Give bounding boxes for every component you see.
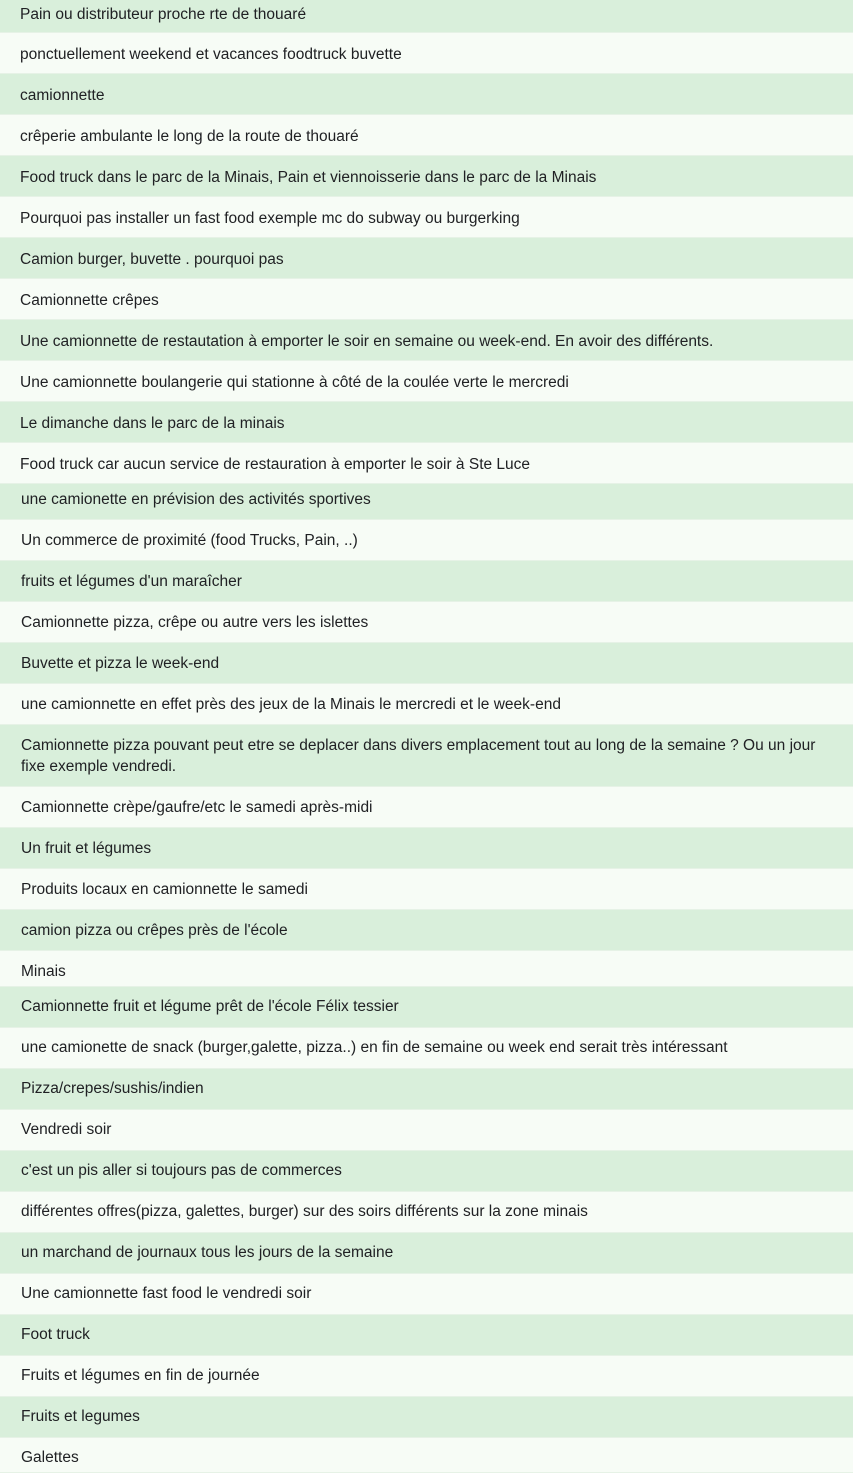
response-row bbox=[0, 1110, 853, 1151]
response-text: crêperie ambulante le long de la route de thouaré bbox=[20, 128, 359, 145]
response-row bbox=[0, 197, 853, 238]
response-row bbox=[0, 1192, 853, 1233]
response-text: c'est un pis aller si toujours pas de commerces bbox=[21, 1162, 342, 1179]
response-row bbox=[0, 238, 853, 279]
response-text: Le dimanche dans le parc de la minais bbox=[20, 415, 285, 432]
response-text: Food truck car aucun service de restauration à emporter le soir à Ste Luce bbox=[20, 456, 531, 473]
response-text: une camionnette en effet près des jeux de la Minais le mercredi et le week-end bbox=[21, 696, 561, 713]
response-text: Camionnette pizza pouvant peut etre se deplacer dans divers emplacement tout au long de la semaine ? Ou un jour fixe exemple vendredi. bbox=[21, 737, 816, 775]
response-text: Buvette et pizza le week-end bbox=[21, 655, 220, 672]
response-row bbox=[0, 1069, 853, 1110]
response-row bbox=[0, 643, 853, 684]
response-row bbox=[0, 0, 853, 33]
response-text: Une camionnette boulangerie qui stationne à côté de la coulée verte le mercredi bbox=[20, 374, 569, 391]
response-row bbox=[0, 787, 853, 828]
response-row bbox=[0, 602, 853, 643]
response-text: Foot truck bbox=[21, 1326, 90, 1343]
response-row bbox=[0, 725, 853, 787]
response-row bbox=[0, 987, 853, 1028]
response-row bbox=[0, 1028, 853, 1069]
response-row bbox=[0, 33, 853, 74]
response-text: Camionnette fruit et légume prêt de l'école Félix tessier bbox=[21, 998, 399, 1015]
response-text: Minais bbox=[21, 963, 66, 980]
response-text: Un commerce de proximité (food Trucks, Pain, ..) bbox=[21, 532, 358, 549]
response-text: Pain ou distributeur proche rte de thouaré bbox=[20, 6, 307, 23]
response-text: Produits locaux en camionnette le samedi bbox=[21, 881, 308, 898]
response-text: Une camionnette fast food le vendredi soir bbox=[21, 1285, 312, 1302]
response-text: Pourquoi pas installer un fast food exemple mc do subway ou burgerking bbox=[20, 210, 520, 227]
response-text: Galettes bbox=[21, 1449, 79, 1466]
response-row bbox=[0, 828, 853, 869]
response-row bbox=[0, 1274, 853, 1315]
response-text: une camionette de snack (burger,galette, pizza..) en fin de semaine ou week end serait très intéressant bbox=[21, 1039, 728, 1056]
response-row bbox=[0, 74, 853, 115]
response-text: ponctuellement weekend et vacances foodtruck buvette bbox=[20, 46, 402, 63]
response-row bbox=[0, 684, 853, 725]
response-text: Pizza/crepes/sushis/indien bbox=[21, 1080, 204, 1097]
response-row bbox=[0, 320, 853, 361]
response-row bbox=[0, 402, 853, 443]
response-row bbox=[0, 1356, 853, 1397]
response-text: camionnette bbox=[20, 87, 105, 104]
response-row bbox=[0, 1397, 853, 1438]
response-text: Camionnette crêpes bbox=[20, 292, 159, 309]
response-row bbox=[0, 910, 853, 951]
response-text: un marchand de journaux tous les jours de la semaine bbox=[21, 1244, 394, 1261]
response-text: Vendredi soir bbox=[21, 1121, 112, 1138]
response-row bbox=[0, 115, 853, 156]
response-row bbox=[0, 869, 853, 910]
response-row bbox=[0, 1233, 853, 1274]
response-text: Camionnette pizza, crêpe ou autre vers les islettes bbox=[21, 614, 369, 631]
response-row bbox=[0, 484, 853, 520]
response-text: camion pizza ou crêpes près de l'école bbox=[21, 922, 288, 939]
response-row bbox=[0, 951, 853, 987]
response-text: différentes offres(pizza, galettes, burger) sur des soirs différents sur la zone minais bbox=[21, 1203, 588, 1220]
response-text: Food truck dans le parc de la Minais, Pain et viennoisserie dans le parc de la Minais bbox=[20, 169, 597, 186]
response-row bbox=[0, 1438, 853, 1473]
response-text: Camion burger, buvette . pourquoi pas bbox=[20, 251, 284, 268]
response-row bbox=[0, 561, 853, 602]
response-text: Fruits et légumes en fin de journée bbox=[21, 1367, 260, 1384]
response-row bbox=[0, 520, 853, 561]
response-row bbox=[0, 443, 853, 484]
response-text: Un fruit et légumes bbox=[21, 840, 152, 857]
response-text: fruits et légumes d'un maraîcher bbox=[21, 573, 242, 590]
response-text: Camionnette crèpe/gaufre/etc le samedi après-midi bbox=[21, 799, 373, 816]
response-row bbox=[0, 279, 853, 320]
response-text: Une camionnette de restautation à emporter le soir en semaine ou week-end. En avoir des différents. bbox=[20, 333, 714, 350]
response-text: une camionette en prévision des activités sportives bbox=[21, 491, 371, 508]
response-row bbox=[0, 361, 853, 402]
response-row bbox=[0, 1151, 853, 1192]
response-text: Fruits et legumes bbox=[21, 1408, 140, 1425]
response-row bbox=[0, 156, 853, 197]
response-row bbox=[0, 1315, 853, 1356]
